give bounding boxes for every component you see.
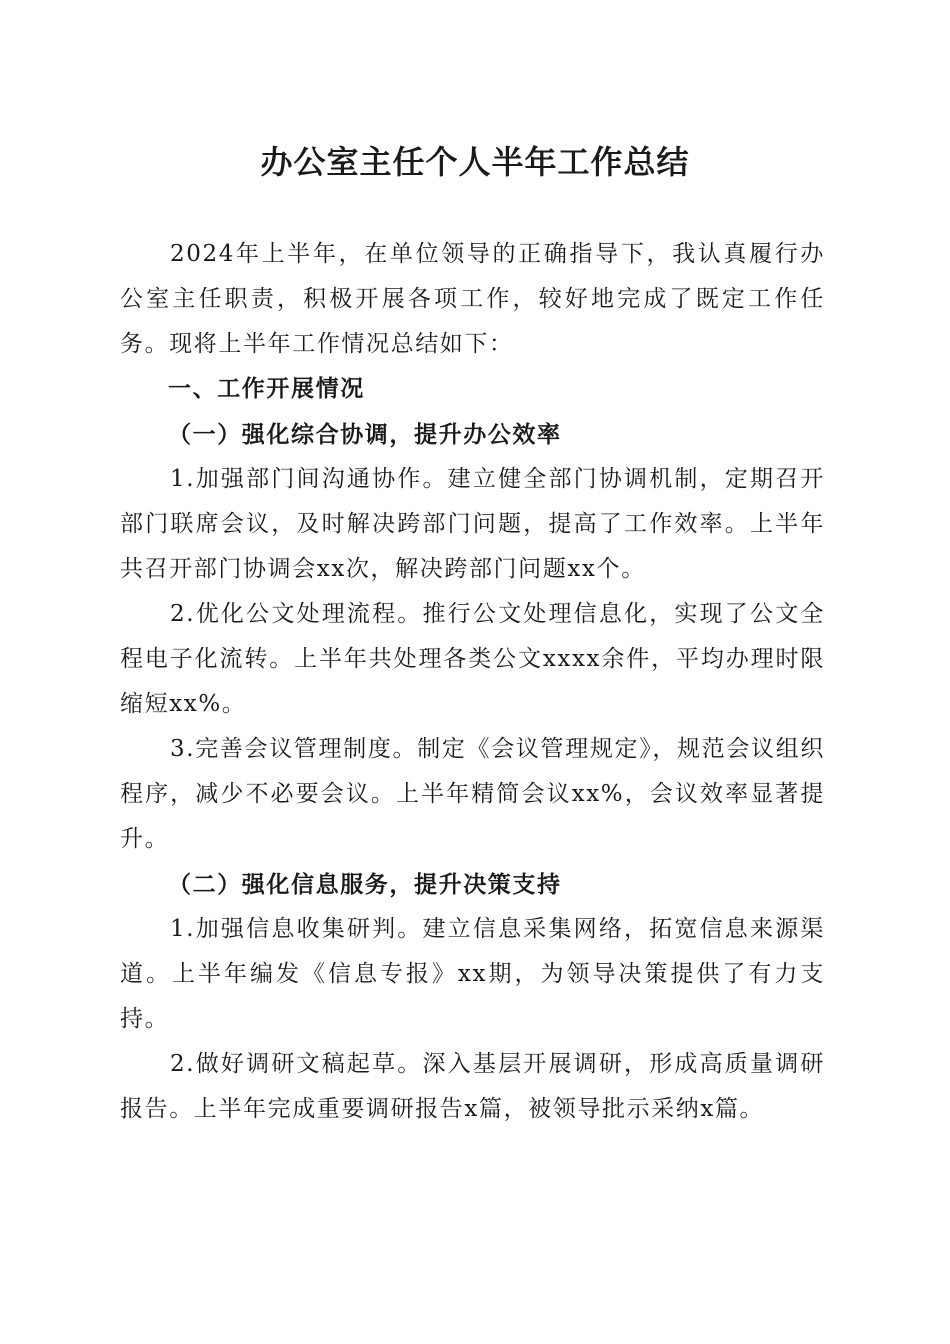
intro-paragraph: 2024年上半年，在单位领导的正确指导下，我认真履行办公室主任职责，积极开展各项工作，较好地完成了既定工作任务。现将上半年工作情况总结如下： [120,241,825,357]
paragraph-item: 1.加强信息收集研判。建立信息采集网络，拓宽信息来源渠道。上半年编发《信息专报》xx期，为领导决策提供了有力支持。 [120,916,825,1032]
document-title: 办公室主任个人半年工作总结 [260,143,690,181]
document-body [120,232,825,1132]
paragraph-item: 1.加强部门间沟通协作。建立健全部门协调机制，定期召开部门联席会议，及时解决跨部门问题，提高了工作效率。上半年共召开部门协调会xx次，解决跨部门问题xx个。 [120,466,825,582]
section-heading: 一、工作开展情况 [168,376,365,402]
paragraph-item: 2.做好调研文稿起草。深入基层开展调研，形成高质量调研报告。上半年完成重要调研报告x篇，被领导批示采纳x篇。 [120,1051,825,1122]
subsection-heading: （二）强化信息服务，提升决策支持 [168,871,562,898]
subsection-heading: （一）强化综合协调，提升办公效率 [168,421,562,448]
paragraph-item: 2.优化公文处理流程。推行公文处理信息化，实现了公文全程电子化流转。上半年共处理各类公文xxxx余件，平均办理时限缩短xx%。 [120,601,825,717]
paragraph-item: 3.完善会议管理制度。制定《会议管理规定》，规范会议组织程序，减少不必要会议。上半年精简会议xx%，会议效率显著提升。 [120,736,825,852]
